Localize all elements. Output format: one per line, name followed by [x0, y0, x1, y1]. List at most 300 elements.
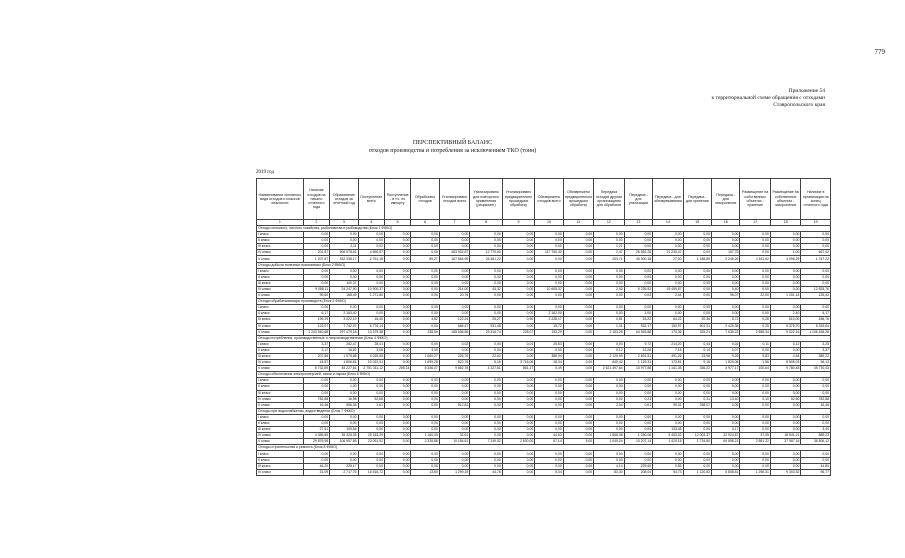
page-number: 779: [874, 48, 885, 56]
table-cell: 3 022,19: [330, 317, 358, 323]
column-header: Наличие в организации на конец отчетного года: [801, 179, 831, 220]
table-cell: 0,00: [470, 457, 503, 463]
table-cell: 0,00: [563, 244, 593, 250]
table-cell: 0,00: [303, 274, 329, 280]
table-cell: 0,00: [740, 347, 770, 353]
table-cell: 0,00: [384, 360, 410, 366]
table-cell: 0,00: [535, 427, 563, 433]
table-cell: 2 162,00: [535, 311, 563, 317]
table-cell: 0,61: [624, 402, 652, 408]
table-cell: 0,10: [740, 396, 770, 402]
table-cell: 44,87: [303, 360, 329, 366]
table-cell: 0,00: [470, 347, 503, 353]
table-cell: 0,00: [303, 232, 329, 238]
hazard-class-cell: II класс: [257, 457, 304, 463]
table-cell: 1 806,81: [330, 360, 358, 366]
table-cell: 0,00: [502, 280, 535, 286]
table-row: [257, 469, 831, 475]
table-cell: 0,00: [594, 390, 624, 396]
table-cell: 27,51: [303, 427, 329, 433]
table-cell: 686,47: [439, 323, 469, 329]
table-cell: 9 303,52: [770, 469, 800, 475]
table-cell: 0,00: [502, 451, 535, 457]
table-cell: 0,00: [563, 311, 593, 317]
table-cell: 1 296,31: [740, 469, 770, 475]
appendix-line: Приложение 54: [788, 88, 825, 94]
table-cell: 0,00: [535, 347, 563, 353]
table-cell: 173,51: [653, 360, 683, 366]
table-cell: 0,05: [712, 402, 740, 408]
hazard-class-cell: I класс: [257, 341, 304, 347]
table-cell: 46,20: [303, 463, 329, 469]
table-cell: 21 230,47: [653, 250, 683, 256]
table-cell: 3,17: [303, 347, 329, 353]
table-cell: 1,00: [770, 250, 800, 256]
table-cell: 861,17: [502, 366, 535, 372]
table-cell: 0,00: [303, 305, 329, 311]
table-cell: 0,00: [712, 305, 740, 311]
table-cell: 0,00: [801, 238, 831, 244]
table-cell: 44,63: [535, 433, 563, 439]
table-cell: 0,81: [594, 317, 624, 323]
table-cell: 31,09: [303, 469, 329, 475]
table-cell: 3,37: [303, 341, 329, 347]
table-cell: 0,00: [535, 232, 563, 238]
table-cell: 0,00: [683, 421, 711, 427]
table-cell: 0,90: [502, 317, 535, 323]
table-cell: 0,00: [411, 305, 439, 311]
table-cell: 0,00: [535, 451, 563, 457]
table-cell: 0,00: [740, 463, 770, 469]
table-cell: 0,00: [740, 274, 770, 280]
table-cell: 0,00: [384, 469, 410, 475]
table-cell: 0,00: [624, 427, 652, 433]
table-cell: 0,00: [535, 390, 563, 396]
table-cell: 0,00: [502, 390, 535, 396]
table-cell: 0,00: [330, 268, 358, 274]
table-cell: 0,00: [358, 280, 384, 286]
hazard-class-cell: III класс: [257, 390, 304, 396]
table-cell: 0,12: [594, 347, 624, 353]
table-cell: 0,00: [470, 421, 503, 427]
table-cell: 0,00: [563, 286, 593, 292]
table-cell: 0,00: [535, 463, 563, 469]
table-cell: 0,00: [653, 457, 683, 463]
table-cell: 0,00: [770, 286, 800, 292]
table-cell: 0,00: [683, 250, 711, 256]
title-line: ПЕРСПЕКТИВНЫЙ БАЛАНС: [412, 140, 493, 146]
column-number: 19: [801, 220, 831, 226]
table-cell: 0,00: [358, 268, 384, 274]
table-cell: 0,00: [740, 238, 770, 244]
table-cell: 0,00: [502, 427, 535, 433]
table-cell: 99,31: [653, 402, 683, 408]
table-cell: 889,23: [801, 433, 831, 439]
section-title: Отходы потребления, производственные и непроизводственные (Блок 4 ФККО): [257, 335, 831, 341]
table-cell: 0,00: [411, 421, 439, 427]
table-cell: 0,00: [624, 378, 652, 384]
table-cell: 0,00: [563, 390, 593, 396]
table-cell: 0,00: [502, 421, 535, 427]
hazard-class-cell: II класс: [257, 238, 304, 244]
table-cell: 0,00: [770, 463, 800, 469]
table-cell: 0,00: [770, 347, 800, 353]
table-cell: 0,00: [563, 469, 593, 475]
hazard-class-cell: IV класс: [257, 286, 304, 292]
table-cell: 0,00: [563, 232, 593, 238]
table-cell: 0,00: [563, 268, 593, 274]
table-cell: 0,07: [712, 347, 740, 353]
table-cell: 0,00: [801, 414, 831, 420]
table-cell: 0,00: [653, 274, 683, 280]
table-cell: 96,77: [801, 469, 831, 475]
column-header: Передача - для утилизации: [624, 179, 652, 220]
table-cell: 0,00: [384, 353, 410, 359]
table-cell: 556,35: [330, 402, 358, 408]
table-cell: 238,59: [411, 329, 439, 335]
table-cell: 0,00: [563, 366, 593, 372]
appendix-heading: [625, 88, 825, 109]
table-cell: 228,07: [502, 329, 535, 335]
table-cell: 67,14: [535, 439, 563, 445]
table-cell: 0,00: [502, 347, 535, 353]
table-cell: 0,00: [439, 414, 469, 420]
table-cell: 188,49: [330, 293, 358, 299]
column-number: 8: [470, 220, 503, 226]
table-cell: 4 359,65: [303, 433, 329, 439]
table-cell: 0,00: [384, 414, 410, 420]
table-cell: 96,13: [801, 360, 831, 366]
table-cell: 0,00: [594, 451, 624, 457]
table-cell: 0,44: [683, 341, 711, 347]
table-cell: 501,31: [683, 323, 711, 329]
table-cell: 0,00: [411, 286, 439, 292]
table-cell: 0,00: [653, 311, 683, 317]
table-cell: 0,00: [770, 238, 800, 244]
table-cell: 0,00: [683, 280, 711, 286]
table-cell: 0,00: [563, 341, 593, 347]
table-cell: 0,00: [563, 256, 593, 262]
table-cell: 0,00: [358, 384, 384, 390]
table-cell: 0,00: [470, 293, 503, 299]
hazard-class-cell: V класс: [257, 329, 304, 335]
table-cell: 0,00: [712, 451, 740, 457]
table-cell: 18 541,21: [770, 433, 800, 439]
table-cell: 0,00: [358, 390, 384, 396]
table-cell: 0,00: [330, 451, 358, 457]
table-cell: 0,00: [563, 384, 593, 390]
table-cell: 0,00: [563, 250, 593, 256]
table-cell: 12,26: [624, 347, 652, 353]
column-header: Обработано отходов: [411, 179, 439, 220]
table-cell: 0,00: [653, 305, 683, 311]
table-cell: 8 336,07: [411, 366, 439, 372]
table-cell: 0,00: [712, 274, 740, 280]
table-cell: 0,00: [535, 396, 563, 402]
table-cell: 0,00: [624, 451, 652, 457]
table-cell: 1 040,24: [594, 439, 624, 445]
table-cell: 89,27: [411, 256, 439, 262]
table-cell: 0,00: [303, 451, 329, 457]
table-cell: 0,00: [439, 274, 469, 280]
table-cell: 26 592,25: [624, 250, 652, 256]
table-cell: 1 207,87: [303, 256, 329, 262]
table-cell: 0,00: [439, 396, 469, 402]
table-cell: 0,00: [801, 232, 831, 238]
table-cell: 0,00: [563, 414, 593, 420]
table-cell: 199,29: [303, 317, 329, 323]
table-cell: 0,00: [384, 451, 410, 457]
table-cell: 5,34: [535, 469, 563, 475]
table-cell: 0,00: [439, 421, 469, 427]
table-cell: 0,00: [740, 232, 770, 238]
table-cell: 9,72: [624, 341, 652, 347]
hazard-class-cell: I класс: [257, 451, 304, 457]
table-cell: 2 630,00: [502, 439, 535, 445]
table-cell: 0,00: [411, 341, 439, 347]
table-cell: 0,00: [384, 439, 410, 445]
table-cell: 0,00: [303, 421, 329, 427]
table-cell: 0,00: [502, 286, 535, 292]
table-cell: 0,02: [439, 341, 469, 347]
table-cell: 23,98: [683, 353, 711, 359]
column-header: Обезврежено предварительно прошедших обработку: [563, 179, 593, 220]
table-cell: 0,00: [624, 421, 652, 427]
table-cell: 0,17: [712, 427, 740, 433]
table-cell: 20,76: [439, 293, 469, 299]
table-cell: 0,00: [770, 268, 800, 274]
table-cell: 0,00: [740, 268, 770, 274]
table-cell: 0,01: [502, 341, 535, 347]
table-cell: 0,00: [384, 317, 410, 323]
table-cell: 0,00: [439, 238, 469, 244]
table-cell: 0,00: [801, 421, 831, 427]
table-cell: 0,00: [770, 402, 800, 408]
table-cell: 0,00: [358, 427, 384, 433]
table-cell: 10 022,01: [358, 360, 384, 366]
table-cell: 16,46: [303, 402, 329, 408]
table-cell: 0,00: [594, 396, 624, 402]
column-header: Образование отходов за отчетный год: [330, 179, 358, 220]
table-cell: 0,00: [712, 463, 740, 469]
table-cell: 9 882,78: [439, 366, 469, 372]
table-cell: 1 160,00: [411, 433, 439, 439]
table-cell: 0,00: [470, 238, 503, 244]
table-cell: 0,00: [411, 451, 439, 457]
table-cell: 258,07: [683, 402, 711, 408]
table-cell: 214,20: [653, 341, 683, 347]
table-cell: 0,00: [330, 390, 358, 396]
table-cell: 0,00: [303, 390, 329, 396]
table-cell: 0,00: [358, 378, 384, 384]
table-cell: 2,61: [358, 402, 384, 408]
table-cell: 207,88: [303, 353, 329, 359]
table-cell: 0,00: [384, 390, 410, 396]
table-cell: 117 700,40: [535, 250, 563, 256]
table-cell: 0,00: [770, 457, 800, 463]
table-cell: 64,22: [653, 317, 683, 323]
table-cell: 0,00: [358, 238, 384, 244]
table-cell: 0,00: [502, 457, 535, 463]
table-cell: 0,00: [653, 396, 683, 402]
table-cell: 1 420,15: [653, 439, 683, 445]
table-cell: 5,17: [801, 311, 831, 317]
table-cell: 0,00: [624, 232, 652, 238]
table-cell: 0,00: [384, 305, 410, 311]
column-header: Утилизировано для повторного применения (рециклинг): [470, 179, 503, 220]
table-cell: 0,25: [740, 323, 770, 329]
table-cell: 0,00: [384, 427, 410, 433]
table-cell: 150,97: [653, 323, 683, 329]
table-cell: 208,04: [624, 469, 652, 475]
table-cell: 0,00: [563, 329, 593, 335]
table-cell: 0,00: [624, 274, 652, 280]
table-cell: 931,48: [470, 323, 503, 329]
hazard-class-cell: II класс: [257, 347, 304, 353]
table-cell: 0,00: [683, 286, 711, 292]
table-cell: 0,00: [594, 341, 624, 347]
table-cell: 0,00: [384, 396, 410, 402]
table-cell: 0,00: [502, 293, 535, 299]
table-cell: 0,49: [535, 366, 563, 372]
table-cell: 6 776,14: [358, 323, 384, 329]
table-cell: 0,00: [411, 268, 439, 274]
table-cell: 0,00: [740, 286, 770, 292]
table-cell: 0,00: [740, 414, 770, 420]
table-cell: 0,00: [411, 414, 439, 420]
table-cell: 0,00: [535, 244, 563, 250]
hazard-class-cell: I класс: [257, 232, 304, 238]
table-cell: 0,00: [470, 305, 503, 311]
table-cell: 5 732,89: [303, 366, 329, 372]
table-cell: 0,00: [535, 402, 563, 408]
table-cell: 0,00: [439, 305, 469, 311]
table-cell: 0,00: [801, 384, 831, 390]
table-cell: 0,00: [303, 280, 329, 286]
table-cell: 0,00: [740, 244, 770, 250]
table-cell: 0,00: [563, 238, 593, 244]
table-cell: 262,47: [330, 341, 358, 347]
table-cell: 5,72: [712, 317, 740, 323]
table-cell: 7 742,07: [330, 323, 358, 329]
table-cell: 0,00: [358, 232, 384, 238]
table-cell: 26 481,22: [470, 256, 503, 262]
table-cell: 0,00: [330, 414, 358, 420]
table-cell: 0,00: [563, 317, 593, 323]
table-cell: 0,00: [712, 378, 740, 384]
table-cell: 0,00: [303, 384, 329, 390]
table-cell: 0,00: [653, 451, 683, 457]
table-cell: 0,00: [624, 457, 652, 463]
table-cell: 0,00: [384, 402, 410, 408]
table-cell: 4 977,17: [712, 366, 740, 372]
column-number: 5: [384, 220, 410, 226]
table-cell: 16,46: [801, 402, 831, 408]
table-cell: 0,00: [740, 421, 770, 427]
table-cell: 9 022,16: [770, 329, 800, 335]
table-cell: 122,24: [439, 317, 469, 323]
hazard-class-cell: II класс: [257, 421, 304, 427]
table-cell: 54,73: [653, 469, 683, 475]
column-header: Поступление - в т.ч. по импорту: [384, 179, 410, 220]
column-header: Передача отходов другим организациям для обработки: [594, 179, 624, 220]
table-cell: 0,00: [683, 451, 711, 457]
table-cell: 0,00: [563, 360, 593, 366]
table-cell: 0,11: [740, 341, 770, 347]
table-cell: 0,00: [439, 280, 469, 286]
table-cell: 0,00: [502, 463, 535, 469]
table-cell: 52,60: [770, 396, 800, 402]
column-header: Передача - для захоронения: [712, 179, 740, 220]
table-cell: 0,00: [502, 268, 535, 274]
table-cell: 22 924,57: [712, 433, 740, 439]
column-number: 16: [712, 220, 740, 226]
table-cell: 0,00: [535, 280, 563, 286]
table-cell: 24 247,90: [330, 286, 358, 292]
table-cell: 2,00: [594, 286, 624, 292]
table-cell: 0,00: [594, 311, 624, 317]
table-cell: 44,76: [470, 469, 503, 475]
table-cell: 0,00: [563, 280, 593, 286]
hazard-class-cell: IV класс: [257, 360, 304, 366]
table-cell: 0,00: [358, 311, 384, 317]
table-cell: 0,00: [594, 268, 624, 274]
table-cell: 0,00: [770, 451, 800, 457]
table-cell: 0,00: [594, 457, 624, 463]
table-cell: 0,00: [683, 457, 711, 463]
table-cell: 0,00: [502, 256, 535, 262]
table-cell: 1 820,08: [712, 360, 740, 366]
table-cell: 0,00: [411, 244, 439, 250]
table-cell: 0,00: [535, 414, 563, 420]
table-cell: 10 605,37: [535, 286, 563, 292]
table-cell: 1,56: [740, 360, 770, 366]
hazard-class-cell: IV класс: [257, 250, 304, 256]
table-cell: 12 825,76: [801, 286, 831, 292]
table-cell: 1 250,06: [624, 433, 652, 439]
table-cell: 0,00: [384, 280, 410, 286]
table-cell: 0,00: [439, 457, 469, 463]
table-cell: 9,83: [740, 353, 770, 359]
table-cell: 0,00: [439, 378, 469, 384]
table-cell: 1 243 940,68: [303, 329, 329, 335]
table-cell: 0,00: [770, 305, 800, 311]
table-cell: 0,00: [801, 305, 831, 311]
table-cell: 0,00: [683, 268, 711, 274]
table-cell: 44,80: [801, 463, 831, 469]
table-cell: 96,07: [712, 293, 740, 299]
table-cell: 0,00: [594, 238, 624, 244]
table-cell: 1 299,19: [439, 469, 469, 475]
table-cell: 9 088,11: [303, 286, 329, 292]
table-cell: 0,00: [502, 323, 535, 329]
table-cell: 0,00: [411, 323, 439, 329]
table-cell: 2 245,26: [712, 256, 740, 262]
hazard-class-cell: I класс: [257, 378, 304, 384]
table-cell: 2 153,25: [594, 329, 624, 335]
table-cell: 0,00: [330, 378, 358, 384]
table-cell: 297 479,18: [330, 329, 358, 335]
table-cell: 0,00: [683, 305, 711, 311]
table-cell: 25,83: [535, 341, 563, 347]
table-cell: 0,00: [801, 280, 831, 286]
table-cell: 0,00: [624, 280, 652, 286]
table-cell: 5 453,02: [653, 433, 683, 439]
column-header: Размещение на собственных объектах - захоронение: [770, 179, 800, 220]
table-cell: 9,25: [712, 353, 740, 359]
table-cell: 4,54: [770, 353, 800, 359]
table-cell: 782,88: [303, 396, 329, 402]
